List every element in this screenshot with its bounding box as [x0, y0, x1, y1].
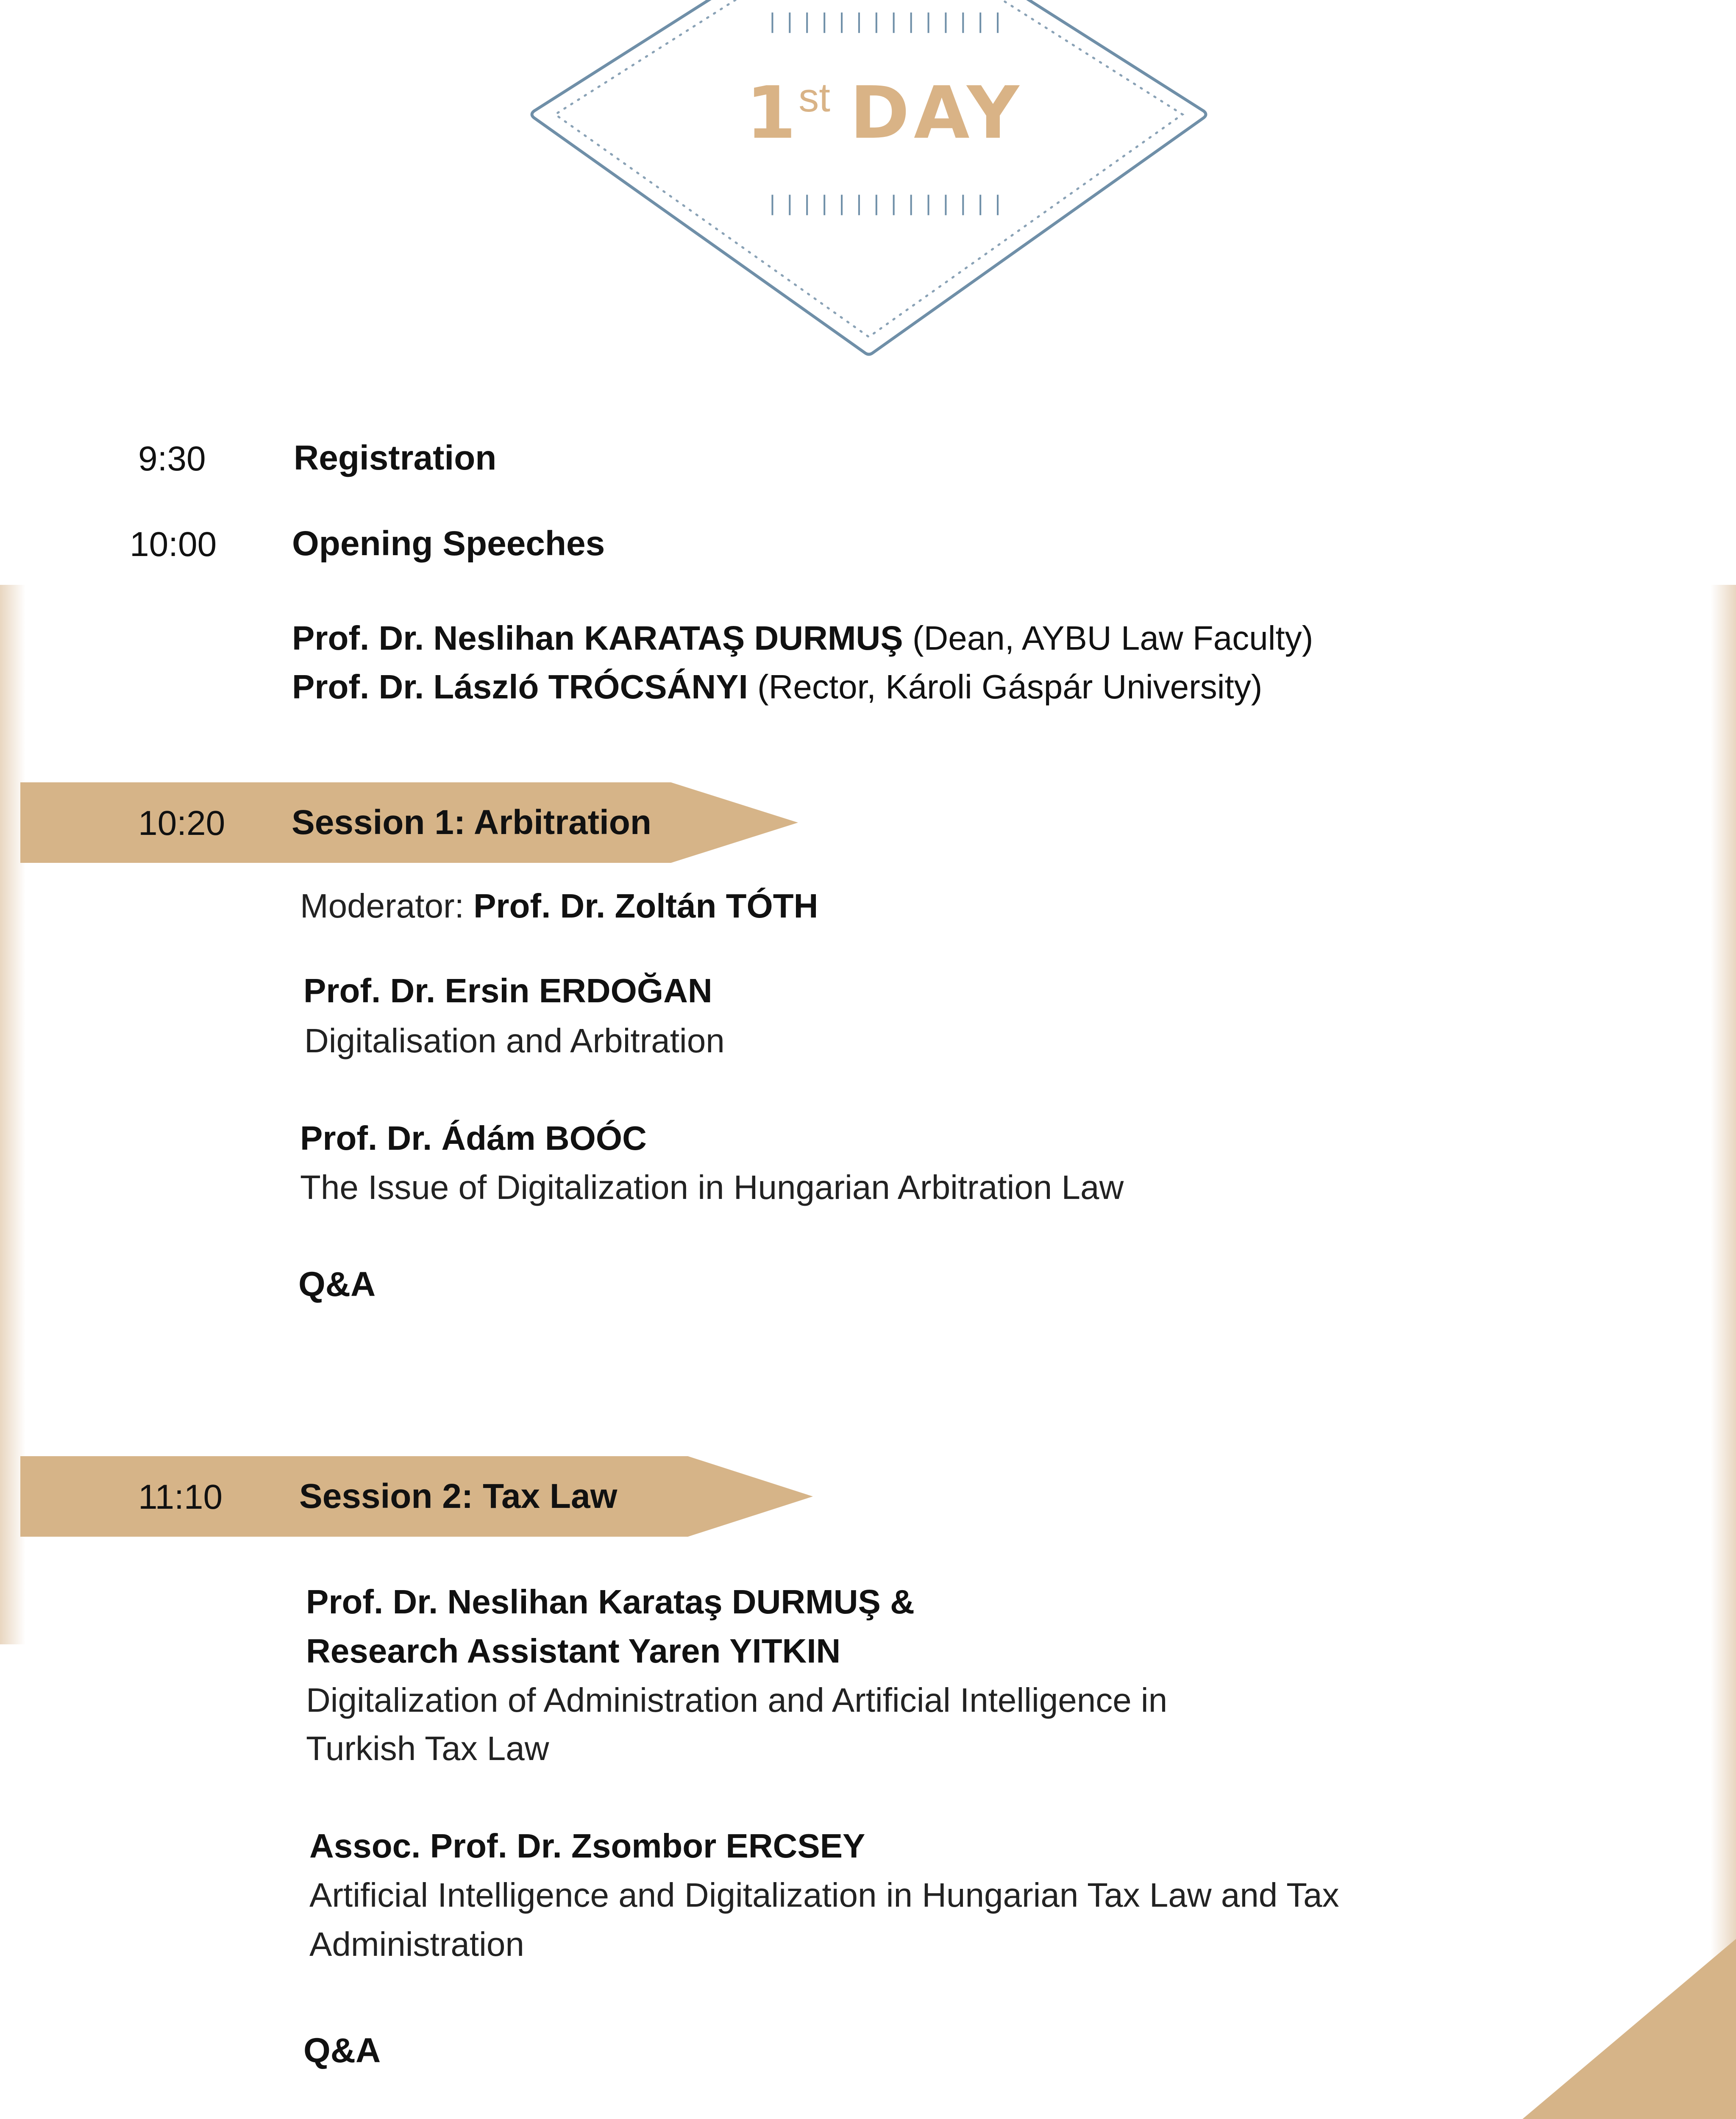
- session-2-talk-2-title-line-1: Artificial Intelligence and Digitalization in Hungarian Tax Law and Tax: [309, 1876, 1339, 1914]
- diamond-outline: [521, 0, 1216, 364]
- session-1-qa: Q&A: [298, 1265, 376, 1304]
- opening-time: 10:00: [130, 525, 217, 564]
- moderator-label: Moderator:: [300, 887, 474, 925]
- day-suffix: st: [798, 75, 830, 120]
- session-1-moderator: [300, 887, 818, 926]
- right-decorative-strip: [1711, 585, 1736, 2026]
- session-2-talk-1-speaker-line-1: Prof. Dr. Neslihan Karataş DURMUŞ &: [306, 1583, 915, 1621]
- session-2-title: Session 2: Tax Law: [299, 1477, 618, 1516]
- speaker-name: Prof. Dr. László TRÓCSÁNYI: [292, 668, 748, 706]
- bottom-tick-marks: ||||||||||||||: [766, 192, 1009, 215]
- day-number: 1: [746, 71, 799, 155]
- opening-title: Opening Speeches: [292, 524, 605, 563]
- session-1-talk-1-speaker: Prof. Dr. Ersin ERDOĞAN: [303, 972, 712, 1009]
- day-title: [746, 71, 1023, 155]
- registration-time: 9:30: [138, 439, 206, 478]
- top-tick-marks: ||||||||||||||: [766, 9, 1009, 33]
- day-word: DAY: [849, 71, 1024, 155]
- session-2-qa: Q&A: [303, 2031, 381, 2070]
- session-2-talk-2-title-line-2: Administration: [309, 1925, 524, 1963]
- session-2-time: 11:10: [138, 1478, 223, 1516]
- opening-speaker-2: [292, 667, 1262, 706]
- corner-triangle: [1465, 1939, 1736, 2119]
- session-2-talk-1-title-line-1: Digitalization of Administration and Artificial Intelligence in: [306, 1681, 1168, 1719]
- opening-speaker-1: [292, 619, 1313, 658]
- session-1-talk-2-speaker: Prof. Dr. Ádám BOÓC: [300, 1119, 647, 1157]
- session-2-talk-1-title-line-2: Turkish Tax Law: [306, 1730, 549, 1767]
- speaker-name: Prof. Dr. Neslihan KARATAŞ DURMUŞ: [292, 619, 903, 657]
- moderator-name: Prof. Dr. Zoltán TÓTH: [473, 887, 818, 925]
- corner-decoration: [1465, 1939, 1736, 2119]
- session-2-talk-2-speaker: Assoc. Prof. Dr. Zsombor ERCSEY: [309, 1827, 865, 1865]
- session-1-time: 10:20: [138, 804, 225, 843]
- session-2-talk-1-speaker-line-2: Research Assistant Yaren YITKIN: [306, 1632, 841, 1670]
- session-1-talk-2-title: The Issue of Digitalization in Hungarian Arbitration Law: [300, 1168, 1124, 1206]
- registration-title: Registration: [294, 439, 497, 477]
- speaker-role: (Rector, Károli Gáspár University): [757, 668, 1263, 706]
- session-1-title: Session 1: Arbitration: [292, 803, 651, 842]
- session-1-talk-1-title: Digitalisation and Arbitration: [304, 1022, 725, 1060]
- speaker-role: (Dean, AYBU Law Faculty): [912, 619, 1313, 657]
- day-header-badge: [521, 0, 1216, 364]
